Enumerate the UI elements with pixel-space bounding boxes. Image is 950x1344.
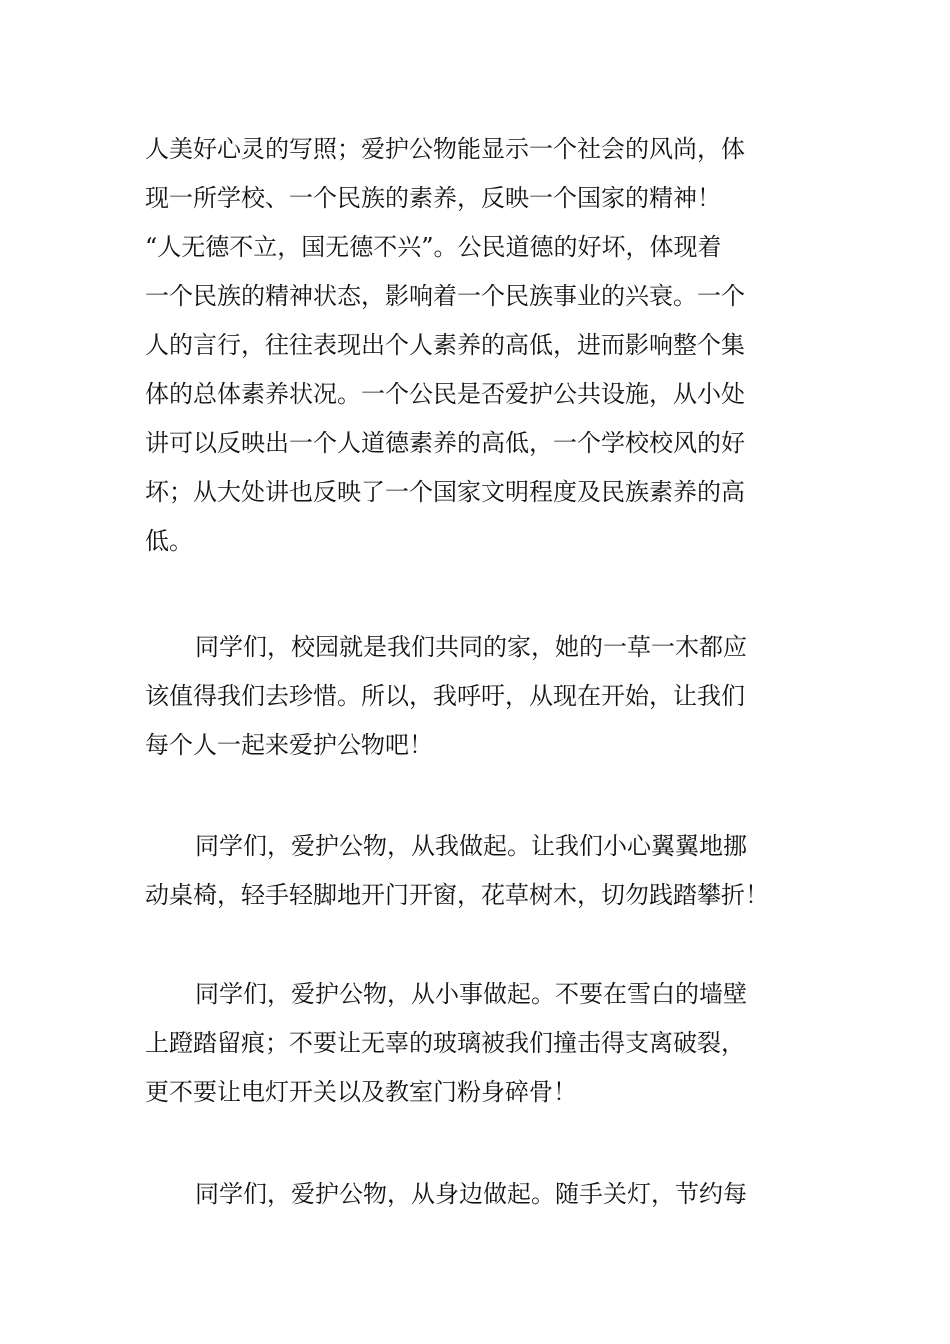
text-line: 低。: [145, 527, 193, 555]
text-line: 现一所学校、一个民族的素养，反映一个国家的精神！: [145, 184, 721, 212]
text-line: 同学们，爱护公物，从身边做起。随手关灯，节约每: [195, 1180, 747, 1208]
paragraph-5: [145, 1170, 810, 1219]
text-line: 人的言行，往往表现出个人素养的高低，进而影响整个集: [145, 331, 745, 359]
text-line: 同学们，校园就是我们共同的家，她的一草一木都应: [195, 633, 747, 661]
text-line: 每个人一起来爱护公物吧！: [145, 731, 433, 759]
text-line: 讲可以反映出一个人道德素养的高低，一个学校校风的好: [145, 429, 745, 457]
text-line: 同学们，爱护公物，从小事做起。不要在雪白的墙壁: [195, 980, 747, 1008]
text-line: 坏；从大处讲也反映了一个国家文明程度及民族素养的高: [145, 478, 745, 506]
text-line: 该值得我们去珍惜。所以，我呼吁，从现在开始，让我们: [145, 682, 745, 710]
text-line: 上蹬踏留痕；不要让无辜的玻璃被我们撞击得支离破裂，: [145, 1029, 745, 1057]
text-line: 一个民族的精神状态，影响着一个民族事业的兴衰。一个: [145, 282, 745, 310]
paragraph-3: [145, 822, 810, 920]
text-line: 人美好心灵的写照；爱护公物能显示一个社会的风尚，体: [145, 135, 745, 163]
text-line: 更不要让电灯开关以及教室门粉身碎骨！: [145, 1078, 577, 1106]
text-line: 动桌椅，轻手轻脚地开门开窗，花草树木，切勿践踏攀折！: [145, 881, 769, 909]
paragraph-4: [145, 970, 810, 1117]
text-line: 体的总体素养状况。一个公民是否爱护公共设施，从小处: [145, 380, 745, 408]
paragraph-1: [145, 125, 810, 566]
text-line: “人无德不立，国无德不兴”。公民道德的好坏，体现着: [145, 233, 722, 261]
paragraph-2: [145, 623, 810, 770]
text-line: 同学们，爱护公物，从我做起。让我们小心翼翼地挪: [195, 832, 747, 860]
